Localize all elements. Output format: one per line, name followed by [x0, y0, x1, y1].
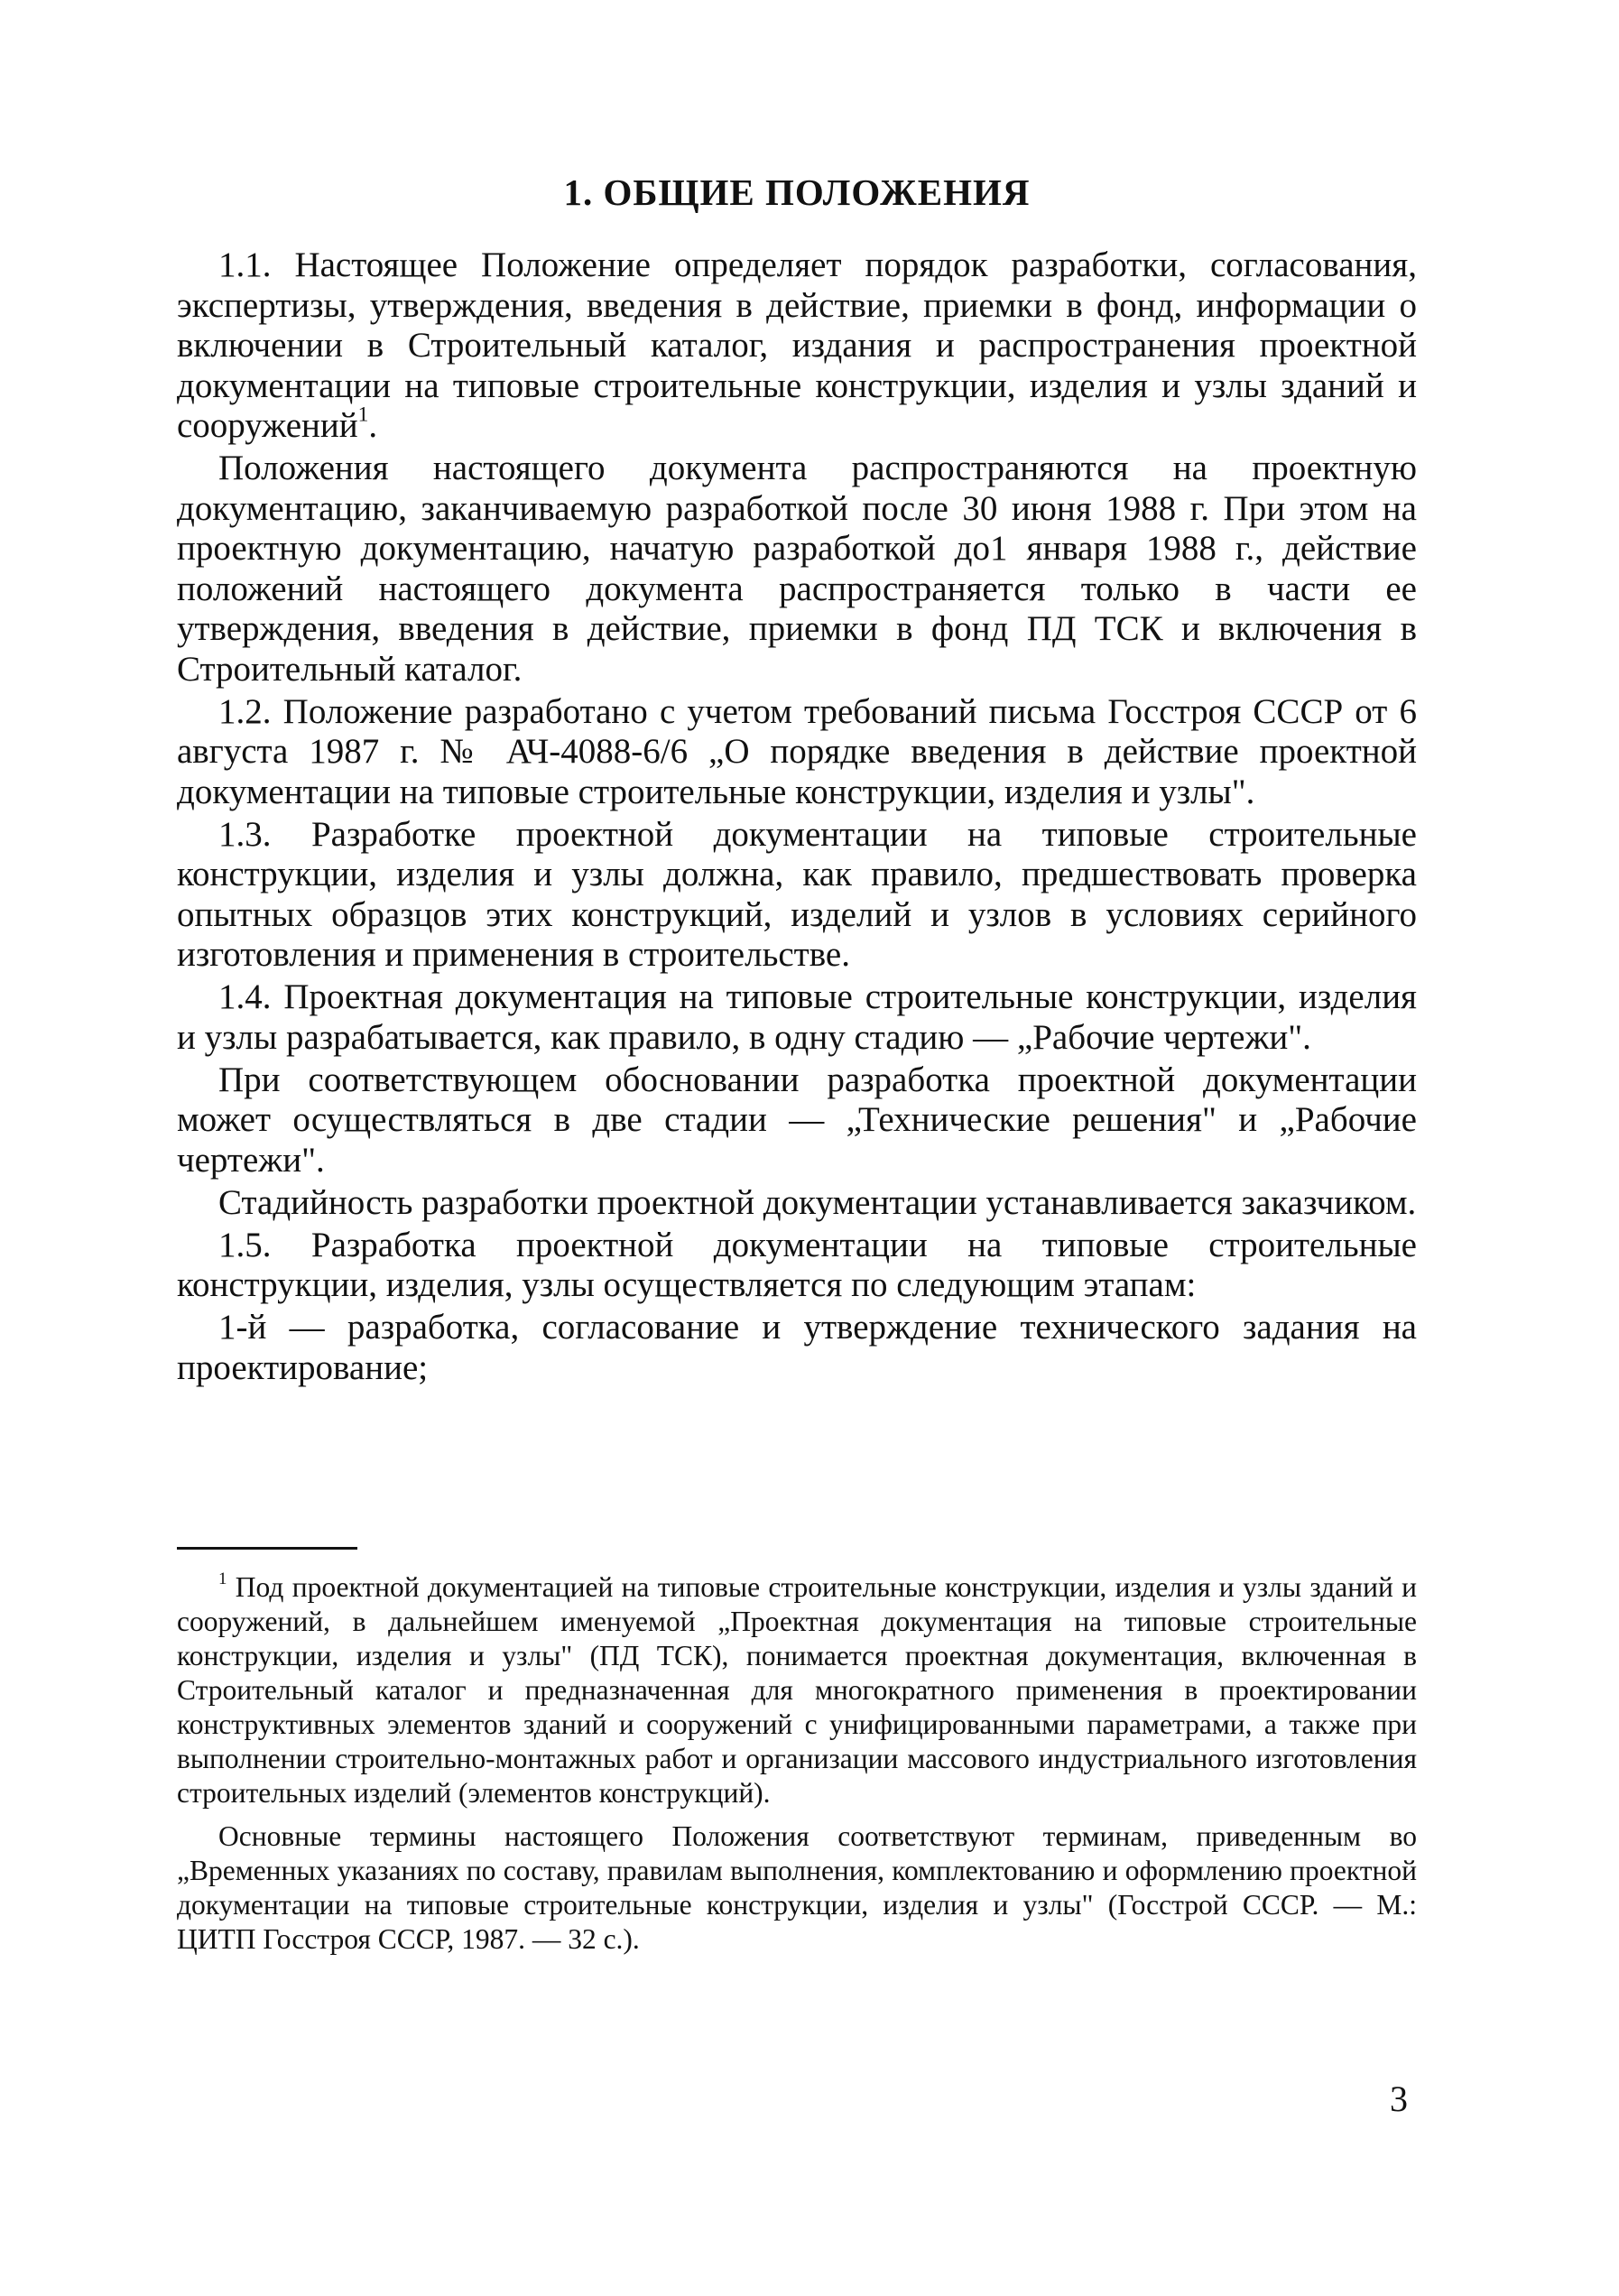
paragraph-1-1-scope: Положения настоящего документа распространяются на проектную документацию, заканчиваемую разработкой после 30 июня 1988 г. При этом на проектную документацию, начатую разработкой до1 января 1988 г., действие положений настоящего документа распространяется только в части ее утверждения, введения в действие, приемки в фонд ПД ТСК и включения в Строительный каталог.: [177, 449, 1417, 689]
footnote-1: [177, 1570, 1417, 1810]
section-title: 1. ОБЩИЕ ПОЛОЖЕНИЯ: [563, 171, 1031, 213]
paragraph-1-4-two-stages: При соответствующем обосновании разработка проектной документации может осуществляться в две стадии — „Технические решения" и „Рабочие чертежи".: [177, 1060, 1417, 1180]
footnote-1-terms: Основные термины настоящего Положения соответствуют терминам, приведенным во „Временных указаниях по составу, правилам выполнения, комплектованию и оформлению проектной документации на типовые строительные конструкции, изделия и узлы" (Госстрой СССР. — М.: ЦИТП Госстроя СССР, 1987. — 32 с.).: [177, 1820, 1417, 1955]
paragraph-1-1-end: .: [368, 406, 378, 445]
paragraph-1-3: 1.3. Разработке проектной документации на типовые строительные конструкции, изделия и узлы должна, как правило, предшествовать проверка опытных образцов этих конструкций, изделий и узлов в условиях серийного изготовления и применения в строительстве.: [177, 814, 1417, 974]
paragraph-1-2: 1.2. Положение разработано с учетом требований письма Госстроя СССР от 6 августа 1987 г. № АЧ-4088-6/6 „О порядке введения в действие проектной документации на типовые строительные конструкции, изделия и узлы".: [177, 691, 1417, 811]
body-text: [177, 245, 1417, 1391]
paragraph-1-1: [177, 245, 1417, 447]
footnote-marker: 1: [218, 1569, 227, 1588]
paragraph-1-5-stage-1: 1-й — разработка, согласование и утверждение технического задания на проектирование;: [177, 1308, 1417, 1387]
footnote-reference: 1: [357, 403, 369, 427]
paragraph-1-5: 1.5. Разработка проектной документации на типовые строительные конструкции, изделия, узлы осуществляется по следующим этапам:: [177, 1225, 1417, 1304]
footnote-divider: [177, 1547, 357, 1550]
footnote-1-text: Под проектной документацией на типовые строительные конструкции, изделия и узлы зданий и сооружений, в дальнейшем именуемой „Проектная документация на типовые строительные конструкции, изделия и узлы" (ПД ТСК), понимается проектная документация, включенная в Строительный каталог и предназначенная для многократного применения в проектировании конструктивных элементов зданий и сооружений с унифицированными параметрами, а также при выполнении строительно-монтажных работ и организации массового индустриального изготовления строительных изделий (элементов конструкций).: [177, 1571, 1417, 1809]
page-number: 3: [1390, 2078, 1408, 2119]
paragraph-1-4: 1.4. Проектная документация на типовые строительные конструкции, изделия и узлы разрабатывается, как правило, в одну стадию — „Рабочие чертежи".: [177, 977, 1417, 1057]
footnotes: [177, 1570, 1417, 1966]
paragraph-1-4-staging: Стадийность разработки проектной документации устанавливается заказчиком.: [218, 1182, 1417, 1222]
paragraph-1-1-text: 1.1. Настоящее Положение определяет порядок разработки, согласования, экспертизы, утверждения, введения в действие, приемки в фонд, информации о включении в Строительный каталог, издания и распространения проектной документации на типовые строительные конструкции, изделия и узлы зданий и сооружений: [177, 245, 1417, 445]
